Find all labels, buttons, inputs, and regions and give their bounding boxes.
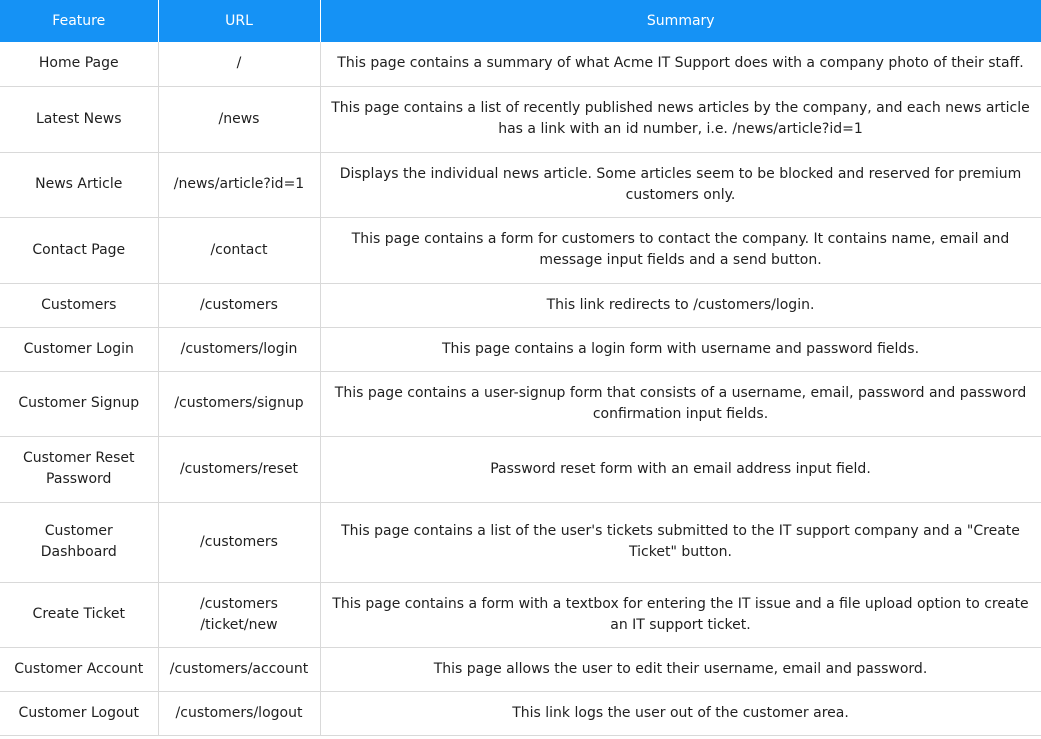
table-body <box>0 42 1041 735</box>
summary-cell: Displays the individual news article. Some articles seem to be blocked and reserved for premium customers only. <box>320 152 1041 217</box>
table-row <box>0 436 1041 502</box>
table-row <box>0 217 1041 283</box>
header-feature: Feature <box>52 13 106 29</box>
feature-cell: Latest News <box>0 86 158 152</box>
header-url: URL <box>158 0 320 42</box>
feature-cell: Customer Signup <box>0 371 158 436</box>
table-row <box>0 371 1041 436</box>
url-cell: /news/article?id=1 <box>158 152 320 217</box>
summary-cell: Password reset form with an email address input field. <box>320 436 1041 502</box>
url-cell: /contact <box>158 217 320 283</box>
feature-cell: News Article <box>0 152 158 217</box>
url-cell: /customers <box>158 283 320 327</box>
feature-cell: Customer Reset Password <box>0 436 158 502</box>
url-cell: /customers <box>158 502 320 582</box>
summary-cell: This page contains a list of recently published news articles by the company, and each news article has a link with an id number, i.e. /news/article?id=1 <box>320 86 1041 152</box>
feature-cell: Customer Logout <box>0 691 158 735</box>
feature-cell: Create Ticket <box>0 582 158 647</box>
url-cell: /customers/logout <box>158 691 320 735</box>
summary-cell: This page contains a form for customers to contact the company. It contains name, email and message input fields and a send button. <box>320 217 1041 283</box>
url-cell: /customers/signup <box>158 371 320 436</box>
feature-cell: Home Page <box>0 42 158 86</box>
feature-cell: Customer Dashboard <box>0 502 158 582</box>
table-row <box>0 691 1041 735</box>
table-row <box>0 327 1041 371</box>
summary-cell: This page contains a login form with username and password fields. <box>320 327 1041 371</box>
url-cell: /customers/account <box>158 647 320 691</box>
table-row <box>0 42 1041 86</box>
summary-cell: This link redirects to /customers/login. <box>320 283 1041 327</box>
summary-cell: This page allows the user to edit their username, email and password. <box>320 647 1041 691</box>
summary-cell: This page contains a list of the user's tickets submitted to the IT support company and a "Create Ticket" button. <box>320 502 1041 582</box>
feature-cell: Contact Page <box>0 217 158 283</box>
table-header-row <box>0 0 1041 42</box>
header-summary: Summary <box>320 0 1041 42</box>
feature-cell: Customers <box>0 283 158 327</box>
summary-cell: This page contains a form with a textbox for entering the IT issue and a file upload option to create an IT support ticket. <box>320 582 1041 647</box>
table-row <box>0 152 1041 217</box>
summary-cell: This link logs the user out of the customer area. <box>320 691 1041 735</box>
table-row <box>0 86 1041 152</box>
url-cell: /customers/login <box>158 327 320 371</box>
summary-cell: This page contains a user-signup form that consists of a username, email, password and password confirmation input fields. <box>320 371 1041 436</box>
url-cell: /customers /ticket/new <box>158 582 320 647</box>
feature-cell: Customer Login <box>0 327 158 371</box>
table-row <box>0 647 1041 691</box>
table-header <box>0 0 1041 42</box>
url-cell: /news <box>158 86 320 152</box>
table-row <box>0 283 1041 327</box>
summary-cell: This page contains a summary of what Acme IT Support does with a company photo of their staff. <box>320 42 1041 86</box>
url-cell: / <box>158 42 320 86</box>
feature-cell: Customer Account <box>0 647 158 691</box>
url-cell: /customers/reset <box>158 436 320 502</box>
table-row <box>0 502 1041 582</box>
table-row <box>0 582 1041 647</box>
